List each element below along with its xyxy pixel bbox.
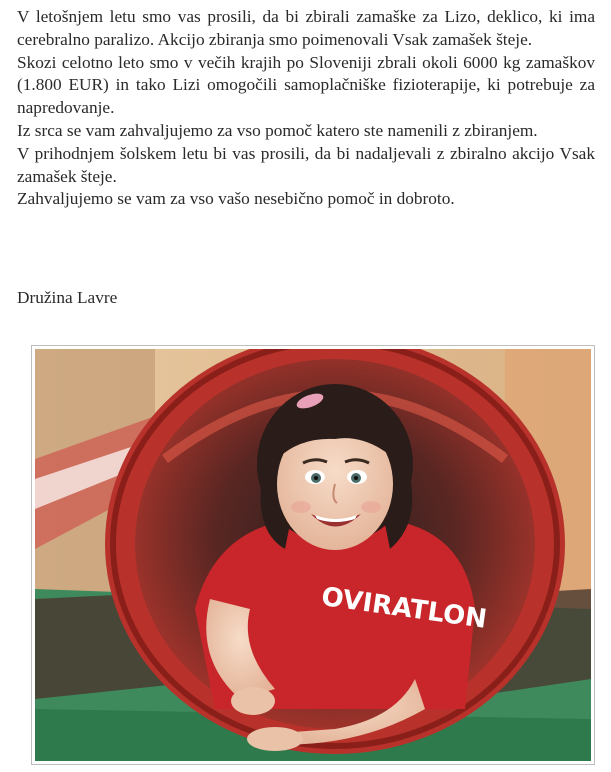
paragraph-5: Zahvaljujemo se vam za vso vašo nesebično pomoč in dobroto. — [17, 189, 455, 209]
photo-frame — [31, 345, 595, 765]
photo-girl-in-tunnel — [35, 349, 591, 761]
letter-body — [17, 6, 595, 211]
paragraph-1: V letošnjem letu smo vas prosili, da bi zbirali zamaške za Lizo, deklico, ki ima cerebralno paralizo. Akcijo zbiranja smo poimenovali Vsak zamašek šteje. — [17, 7, 595, 49]
paragraph-2: Skozi celotno leto smo v večih krajih po Sloveniji zbrali okoli 6000 kg zamaškov (1.800 EUR) in tako Lizi omogočili samoplačniške fizioterapije, ki potrebuje za napredovanje. — [17, 52, 595, 118]
signature: Družina Lavre — [17, 288, 118, 307]
paragraph-4: V prihodnjem šolskem letu bi vas prosili, da bi nadaljevali z zbiralno akcijo Vsak zamašek šteje. — [17, 143, 595, 186]
paragraph-3: Iz srca se vam zahvaljujemo za vso pomoč katero ste namenili z zbiranjem. — [17, 120, 538, 140]
shirt-print: OVIRATLON — [319, 581, 489, 635]
